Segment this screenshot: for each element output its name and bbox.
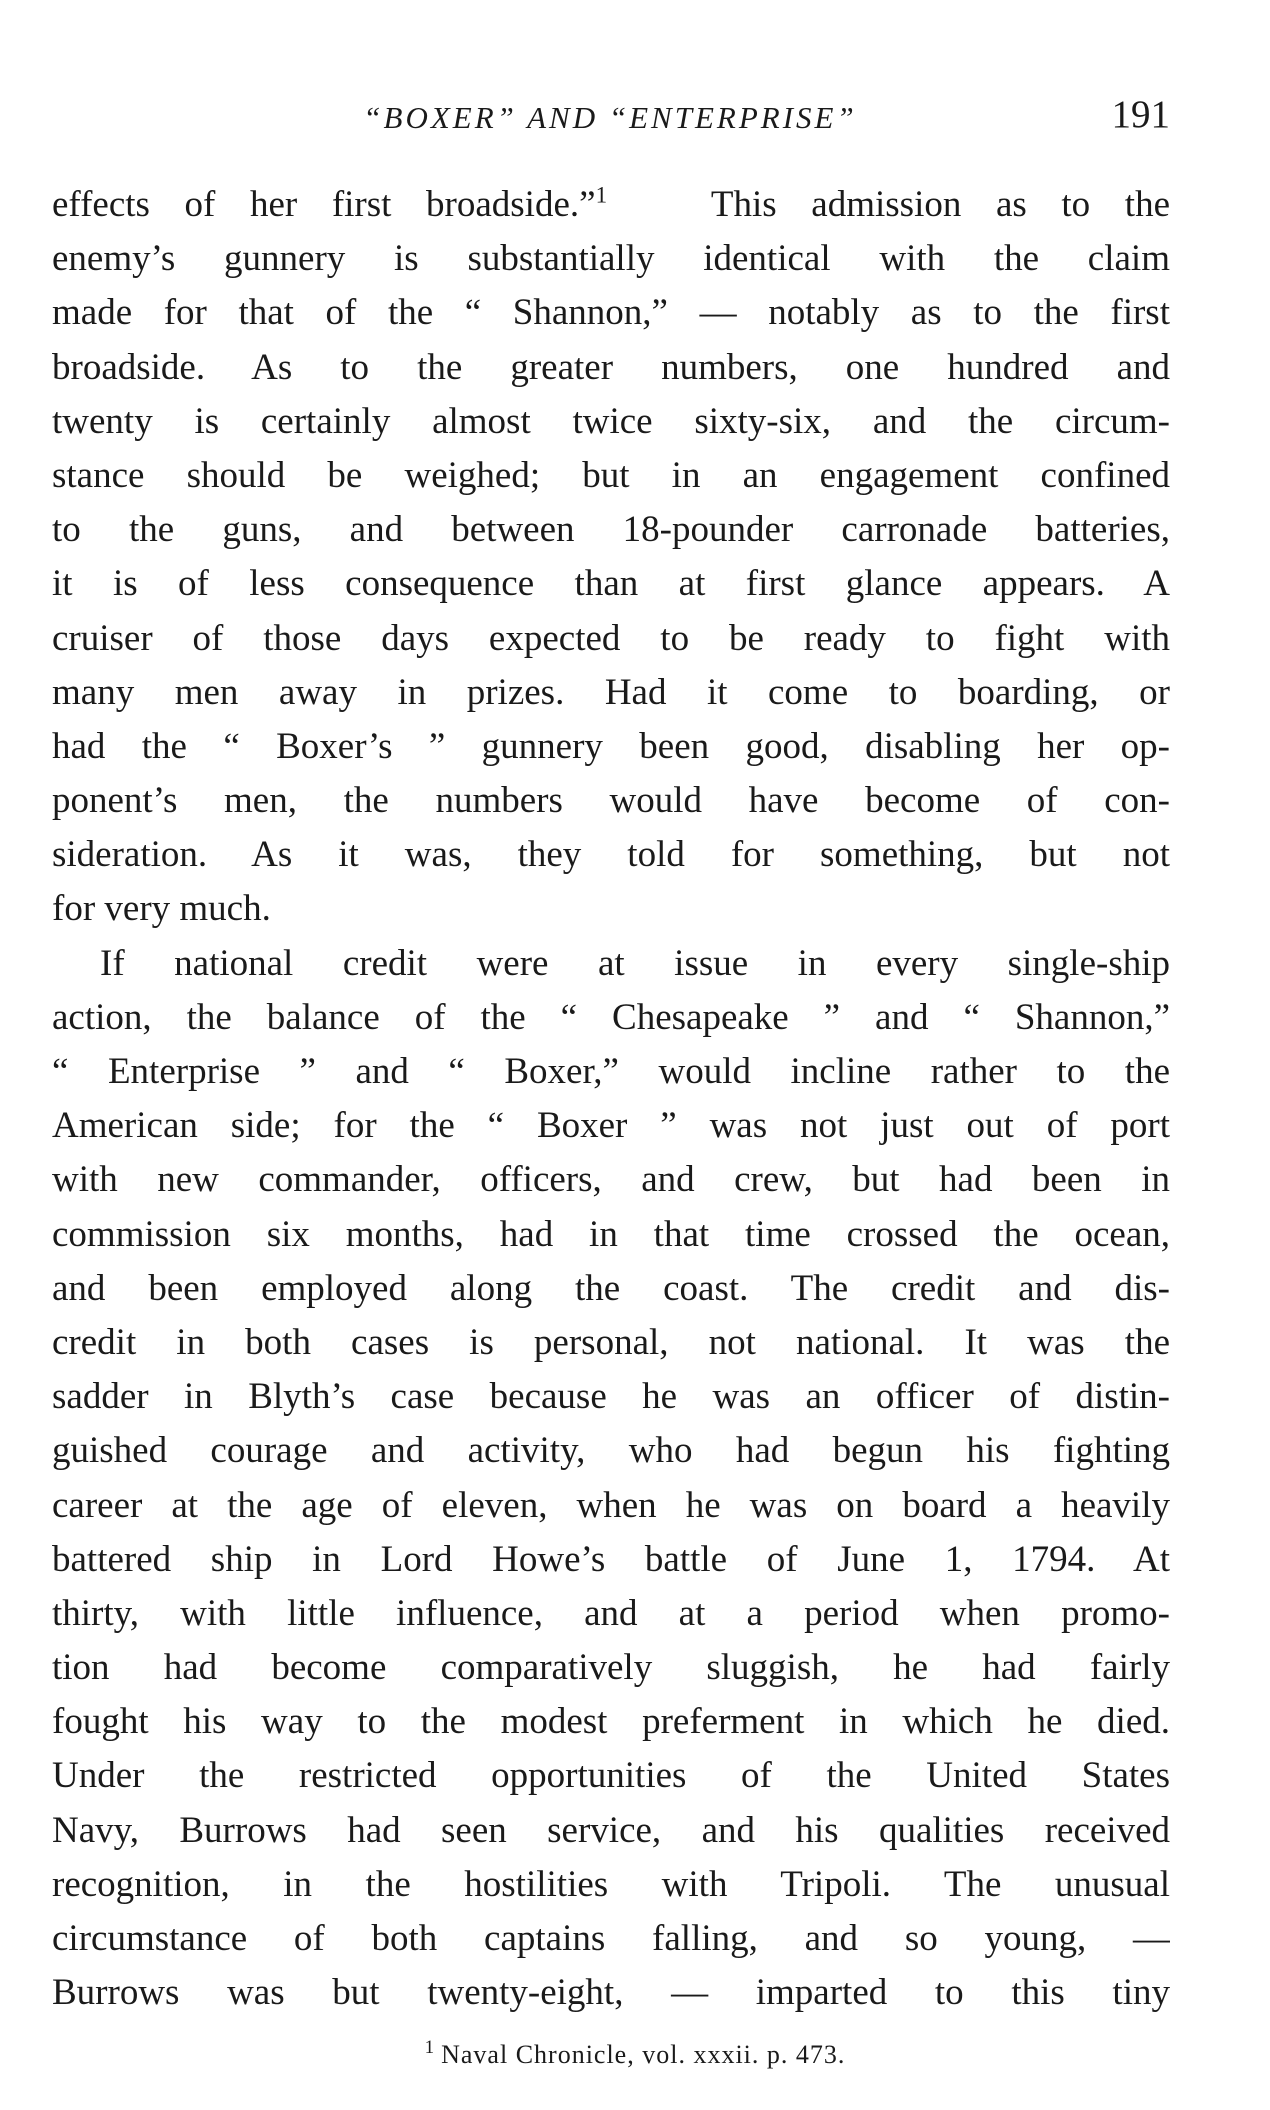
text-line: American side; for the “ Boxer ” was not just out of port [52, 1105, 1170, 1147]
text-line [52, 178, 1170, 232]
text-line: it is of less consequence than at first glance appears. A [52, 563, 1170, 605]
footnote-reference: 1 [595, 182, 608, 208]
footnote [0, 2037, 1270, 2070]
text-line: ponent’s men, the numbers would have become of con- [52, 780, 1170, 822]
text-line-part: effects of her first broadside.” [52, 184, 596, 225]
text-line: Burrows was but twenty-eight, — imparted to this tiny [52, 1972, 1170, 2014]
text-line: sadder in Blyth’s case because he was an officer of distin- [52, 1376, 1170, 1418]
text-line: made for that of the “ Shannon,” — notably as to the first [52, 292, 1170, 334]
text-line: for very much. [52, 888, 271, 930]
text-line: stance should be weighed; but in an engagement confined [52, 454, 1170, 496]
text-line: twenty is certainly almost twice sixty-six, and the circum- [52, 400, 1170, 442]
footnote-text: Naval Chronicle, vol. xxxii. p. 473. [441, 2040, 846, 2069]
text-line-part: This admission as to the [710, 184, 1170, 225]
text-line: career at the age of eleven, when he was on board a heavily [52, 1484, 1170, 1526]
text-line: battered ship in Lord Howe’s battle of June 1, 1794. At [52, 1538, 1170, 1580]
running-head [50, 92, 1170, 152]
text-line: to the guns, and between 18-pounder carronade batteries, [52, 509, 1170, 551]
text-line: fought his way to the modest preferment in which he died. [52, 1701, 1170, 1743]
text-line: action, the balance of the “ Chesapeake ” and “ Shannon,” [52, 996, 1170, 1038]
text-line: thirty, with little influence, and at a period when promo- [52, 1592, 1170, 1634]
text-line: commission six months, had in that time crossed the ocean, [52, 1213, 1170, 1255]
body-text [52, 178, 1170, 2020]
text-line: guished courage and activity, who had begun his fighting [52, 1430, 1170, 1472]
text-line: cruiser of those days expected to be ready to fight with [52, 617, 1170, 659]
text-line: If national credit were at issue in every single-ship [100, 942, 1170, 984]
text-line: with new commander, officers, and crew, but had been in [52, 1159, 1170, 1201]
text-line: recognition, in the hostilities with Tripoli. The unusual [52, 1863, 1170, 1905]
text-line: many men away in prizes. Had it come to boarding, or [52, 671, 1170, 713]
text-line: Navy, Burrows had seen service, and his qualities received [52, 1809, 1170, 1851]
text-line: credit in both cases is personal, not national. It was the [52, 1321, 1170, 1363]
text-line: enemy’s gunnery is substantially identical with the claim [52, 238, 1170, 280]
text-line: and been employed along the coast. The credit and dis- [52, 1267, 1170, 1309]
text-line: broadside. As to the greater numbers, one hundred and [52, 346, 1170, 388]
running-title: “BOXER” AND “ENTERPRISE” [363, 100, 857, 135]
text-line: had the “ Boxer’s ” gunnery been good, disabling her op- [52, 725, 1170, 767]
footnote-marker: 1 [424, 2037, 436, 2059]
text-line: circumstance of both captains falling, and so young, — [52, 1918, 1170, 1959]
text-line: sideration. As it was, they told for something, but not [52, 834, 1170, 876]
page-number: 191 [1111, 93, 1170, 136]
text-line: Under the restricted opportunities of the United States [52, 1755, 1170, 1797]
text-line: “ Enterprise ” and “ Boxer,” would incline rather to the [52, 1051, 1170, 1092]
text-line: tion had become comparatively sluggish, he had fairly [52, 1647, 1170, 1689]
